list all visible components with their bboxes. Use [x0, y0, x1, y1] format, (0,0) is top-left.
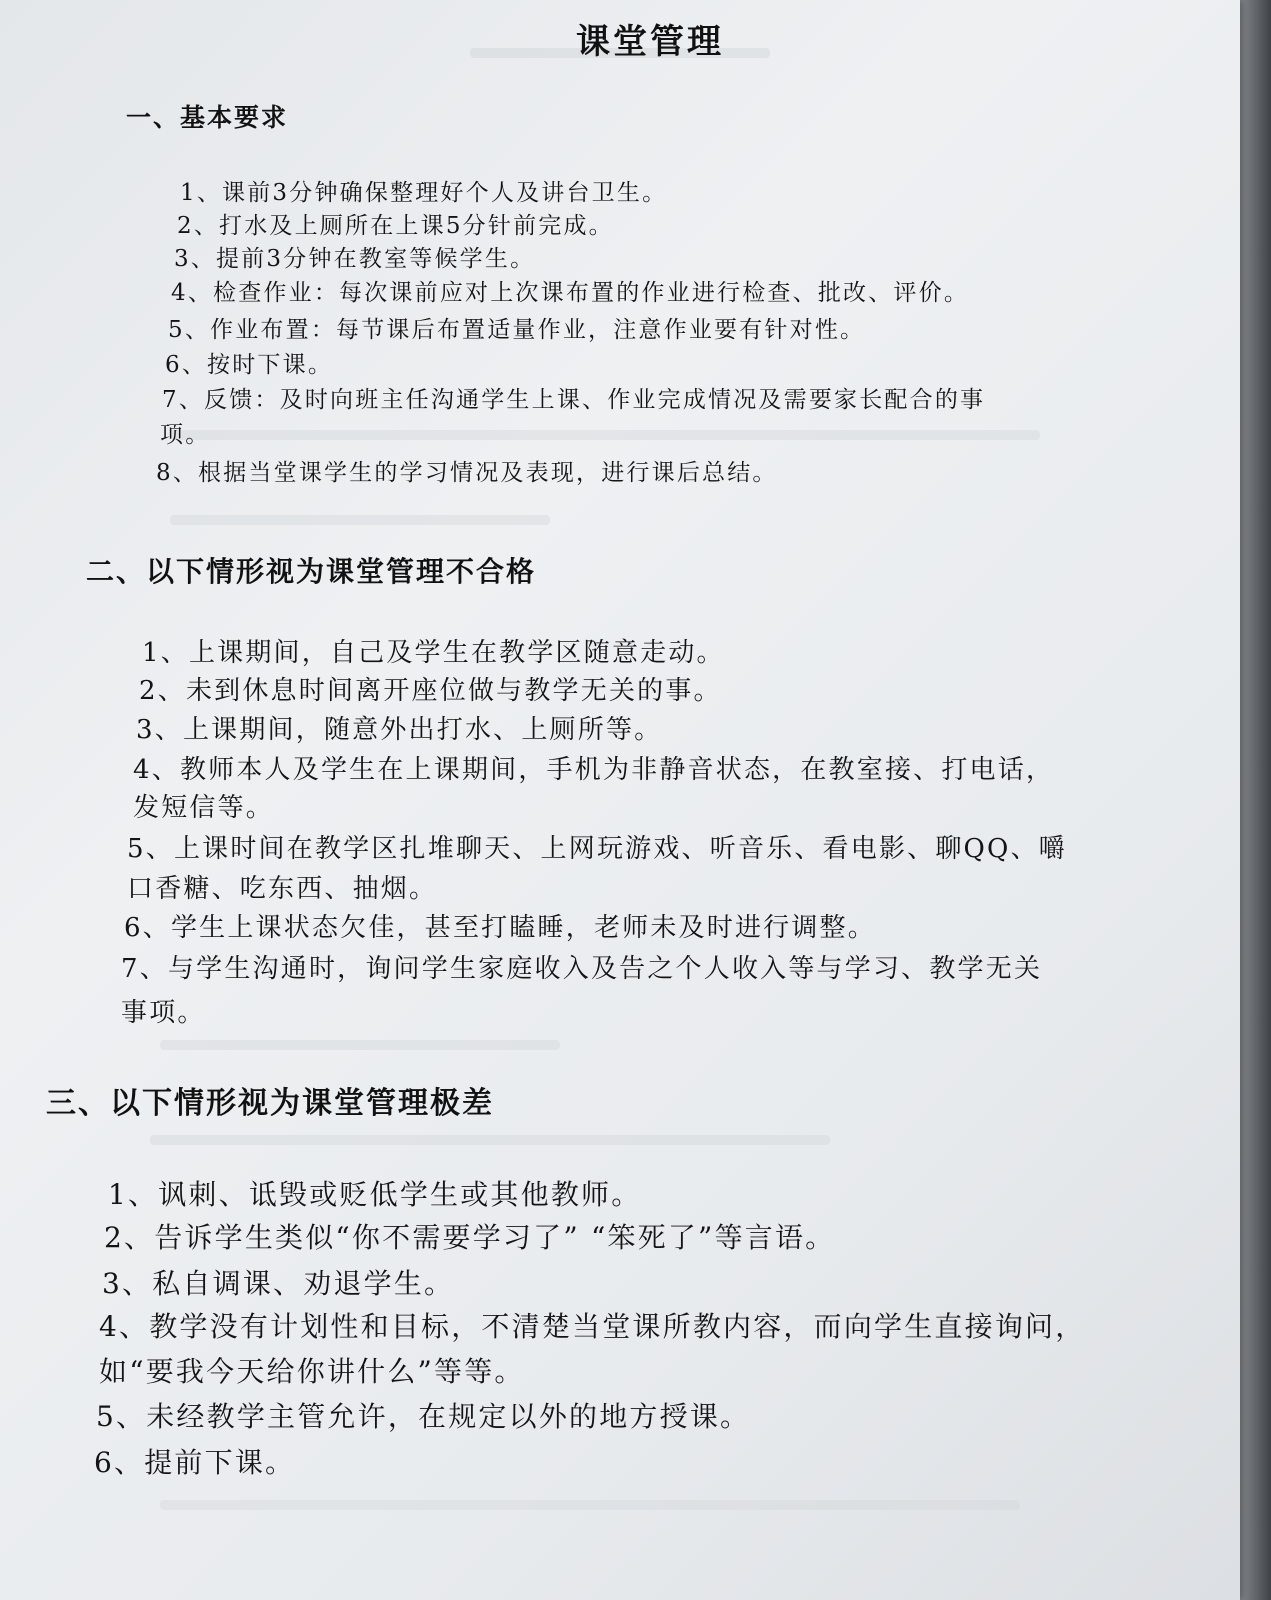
- list-item: 8、根据当堂课学生的学习情况及表现，进行课后总结。: [156, 460, 778, 486]
- list-item-continuation: 项。: [160, 422, 211, 448]
- list-item: 7、与学生沟通时，询问学生家庭收入及告之个人收入等与学习、教学无关: [121, 954, 1043, 984]
- bleed-through-mark: [170, 515, 550, 525]
- list-item: 3、上课期间，随意外出打水、上厕所等。: [136, 715, 663, 745]
- bleed-through-mark: [160, 1500, 1020, 1510]
- list-item: 3、提前3分钟在教室等候学生。: [174, 246, 536, 272]
- list-item: 2、告诉学生类似“你不需要学习了” “笨死了”等言语。: [104, 1221, 836, 1254]
- list-item: 3、私自调课、劝退学生。: [102, 1267, 455, 1300]
- list-item: 1、讽刺、诋毁或贬低学生或其他教师。: [108, 1178, 642, 1211]
- list-item: 4、教师本人及学生在上课期间，手机为非静音状态，在教室接、打电话，: [133, 755, 1055, 785]
- list-item: 1、上课期间，自己及学生在教学区随意走动。: [142, 638, 725, 668]
- bleed-through-mark: [150, 1135, 830, 1145]
- list-item-continuation: 口香糖、吃东西、抽烟。: [127, 874, 438, 904]
- page-title: 课堂管理: [576, 22, 724, 62]
- list-item: 6、按时下课。: [165, 352, 334, 378]
- list-item: 6、学生上课状态欠佳，甚至打瞌睡，老师未及时进行调整。: [124, 913, 876, 943]
- list-item: 5、未经教学主管允许，在规定以外的地方授课。: [96, 1400, 751, 1433]
- list-item: 5、上课时间在教学区扎堆聊天、上网玩游戏、听音乐、看电影、聊QQ、嚼: [127, 834, 1067, 864]
- list-item: 4、检查作业：每次课前应对上次课布置的作业进行检查、批改、评价。: [171, 280, 970, 306]
- list-item-continuation: 事项。: [121, 998, 206, 1028]
- list-item: 6、提前下课。: [94, 1446, 296, 1479]
- list-item: 4、教学没有计划性和目标，不清楚当堂课所教内容，而向学生直接询问，: [99, 1310, 1086, 1343]
- section-heading-unqualified: 二、以下情形视为课堂管理不合格: [86, 555, 537, 588]
- list-item-continuation: 如“要我今天给你讲什么”等等。: [99, 1355, 525, 1388]
- list-item-continuation: 发短信等。: [133, 793, 275, 823]
- bleed-through-mark: [170, 430, 1040, 440]
- bleed-through-mark: [160, 1040, 560, 1050]
- list-item: 5、作业布置：每节课后布置适量作业，注意作业要有针对性。: [168, 317, 866, 343]
- background-edge-right: [1236, 0, 1271, 1600]
- list-item: 7、反馈：及时向班主任沟通学生上课、作业完成情况及需要家长配合的事: [162, 387, 986, 413]
- list-item: 1、课前3分钟确保整理好个人及讲台卫生。: [180, 180, 668, 206]
- section-heading-very-poor: 三、以下情形视为课堂管理极差: [46, 1086, 494, 1121]
- list-item: 2、未到休息时间离开座位做与教学无关的事。: [139, 676, 722, 706]
- section-heading-basic-requirements: 一、基本要求: [126, 103, 289, 132]
- list-item: 2、打水及上厕所在上课5分针前完成。: [177, 213, 614, 239]
